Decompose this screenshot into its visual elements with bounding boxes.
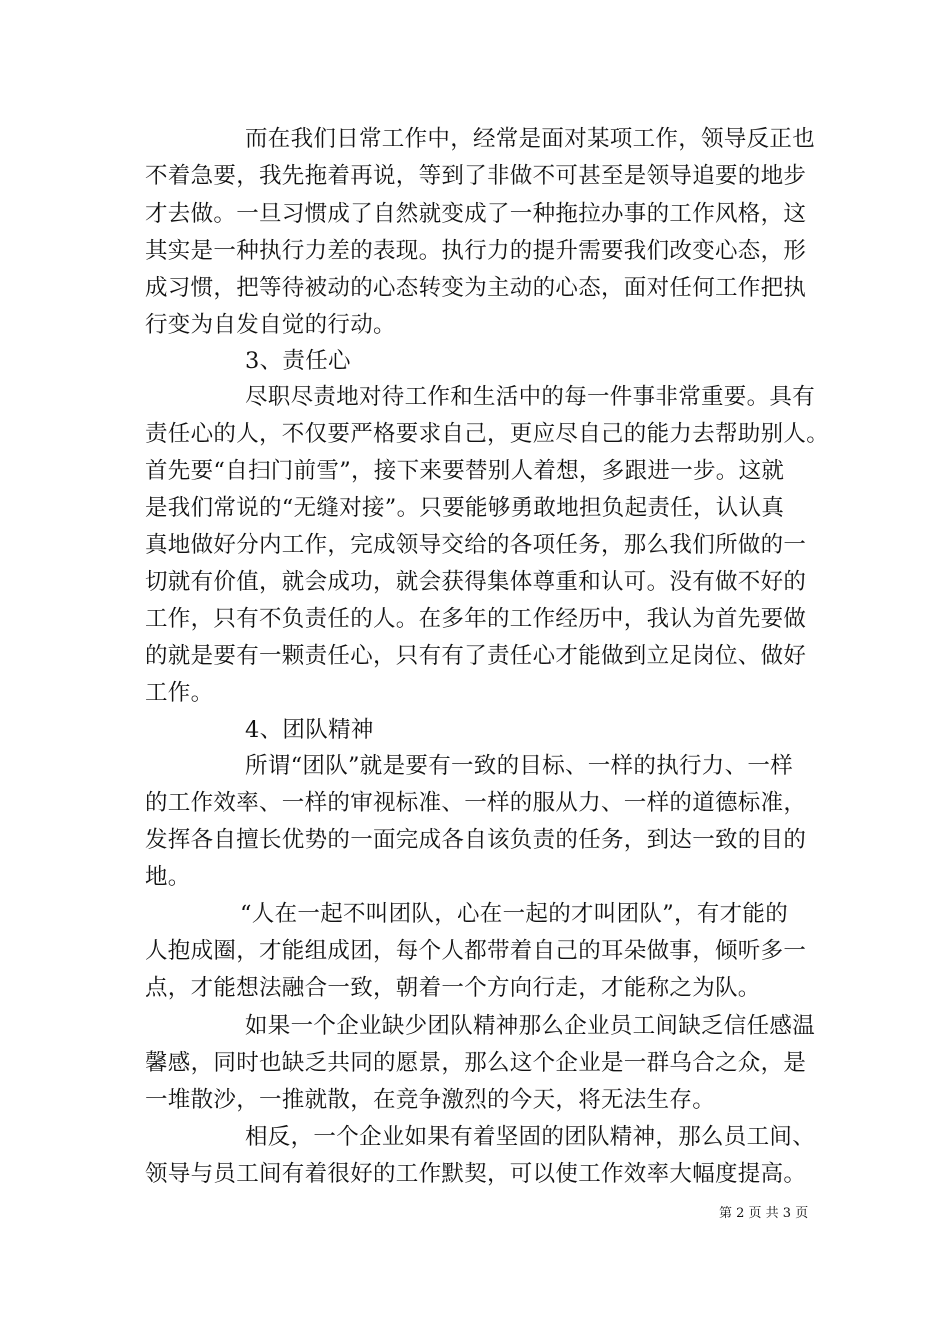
paragraph-line: 的就是要有一颗责任心，只有有了责任心才能做到立足岗位、做好 bbox=[145, 643, 807, 669]
paragraph-line: 是我们常说的“无缝对接”。只要能够勇敢地担负起责任，认认真 bbox=[145, 495, 785, 521]
paragraph-line: 点，才能想法融合一致，朝着一个方向行走，才能称之为队。 bbox=[145, 975, 761, 1001]
paragraph-line: 责任心的人，不仅要严格要求自己，更应尽自己的能力去帮助别人。 bbox=[145, 421, 830, 447]
paragraph-line: 才去做。一旦习惯成了自然就变成了一种拖拉办事的工作风格，这 bbox=[145, 201, 807, 227]
section-heading: 4、团队精神 bbox=[245, 717, 374, 743]
paragraph-line: 行变为自发自觉的行动。 bbox=[145, 312, 396, 338]
paragraph-line: 工作。 bbox=[145, 680, 214, 706]
paragraph-line: 工作，只有不负责任的人。在多年的工作经历中，我认为首先要做 bbox=[145, 606, 807, 632]
paragraph-line: 不着急要，我先拖着再说，等到了非做不可甚至是领导追要的地步 bbox=[145, 163, 807, 189]
paragraph-line: “人在一起不叫团队，心在一起的才叫团队”，有才能的 bbox=[240, 901, 789, 927]
paragraph-line: 一堆散沙，一推就散，在竞争激烈的今天，将无法生存。 bbox=[145, 1087, 716, 1113]
paragraph-line: 首先要“自扫门前雪”，接下来要替别人着想，多跟进一步。这就 bbox=[145, 458, 785, 484]
paragraph-line: 尽职尽责地对待工作和生活中的每一件事非常重要。具有 bbox=[245, 384, 816, 410]
paragraph-line: 领导与员工间有着很好的工作默契，可以使工作效率大幅度提高。 bbox=[145, 1161, 807, 1187]
paragraph-line: 成习惯，把等待被动的心态转变为主动的心态，面对任何工作把执 bbox=[145, 275, 807, 301]
paragraph-line: 所谓“团队”就是要有一致的目标、一样的执行力、一样 bbox=[245, 753, 794, 779]
paragraph-line: 如果一个企业缺少团队精神那么企业员工间缺乏信任感温 bbox=[245, 1013, 816, 1039]
paragraph-line: 相反，一个企业如果有着坚固的团队精神，那么员工间、 bbox=[245, 1124, 816, 1150]
paragraph-line: 其实是一种执行力差的表现。执行力的提升需要我们改变心态，形 bbox=[145, 238, 807, 264]
page-number-footer: 第 2 页 共 3 页 bbox=[719, 1206, 809, 1221]
paragraph-line: 地。 bbox=[145, 864, 191, 890]
paragraph-line: 而在我们日常工作中，经常是面对某项工作，领导反正也 bbox=[245, 126, 816, 152]
paragraph-line: 馨感，同时也缺乏共同的愿景，那么这个企业是一群乌合之众，是 bbox=[145, 1050, 807, 1076]
paragraph-line: 的工作效率、一样的审视标准、一样的服从力、一样的道德标准， bbox=[145, 790, 807, 816]
paragraph-line: 真地做好分内工作，完成领导交给的各项任务，那么我们所做的一 bbox=[145, 532, 807, 558]
section-heading: 3、责任心 bbox=[245, 348, 351, 374]
paragraph-line: 人抱成圈，才能组成团，每个人都带着自己的耳朵做事，倾听多一 bbox=[145, 938, 807, 964]
paragraph-line: 切就有价值，就会成功，就会获得集体尊重和认可。没有做不好的 bbox=[145, 569, 807, 595]
paragraph-line: 发挥各自擅长优势的一面完成各自该负责的任务，到达一致的目的 bbox=[145, 827, 807, 853]
